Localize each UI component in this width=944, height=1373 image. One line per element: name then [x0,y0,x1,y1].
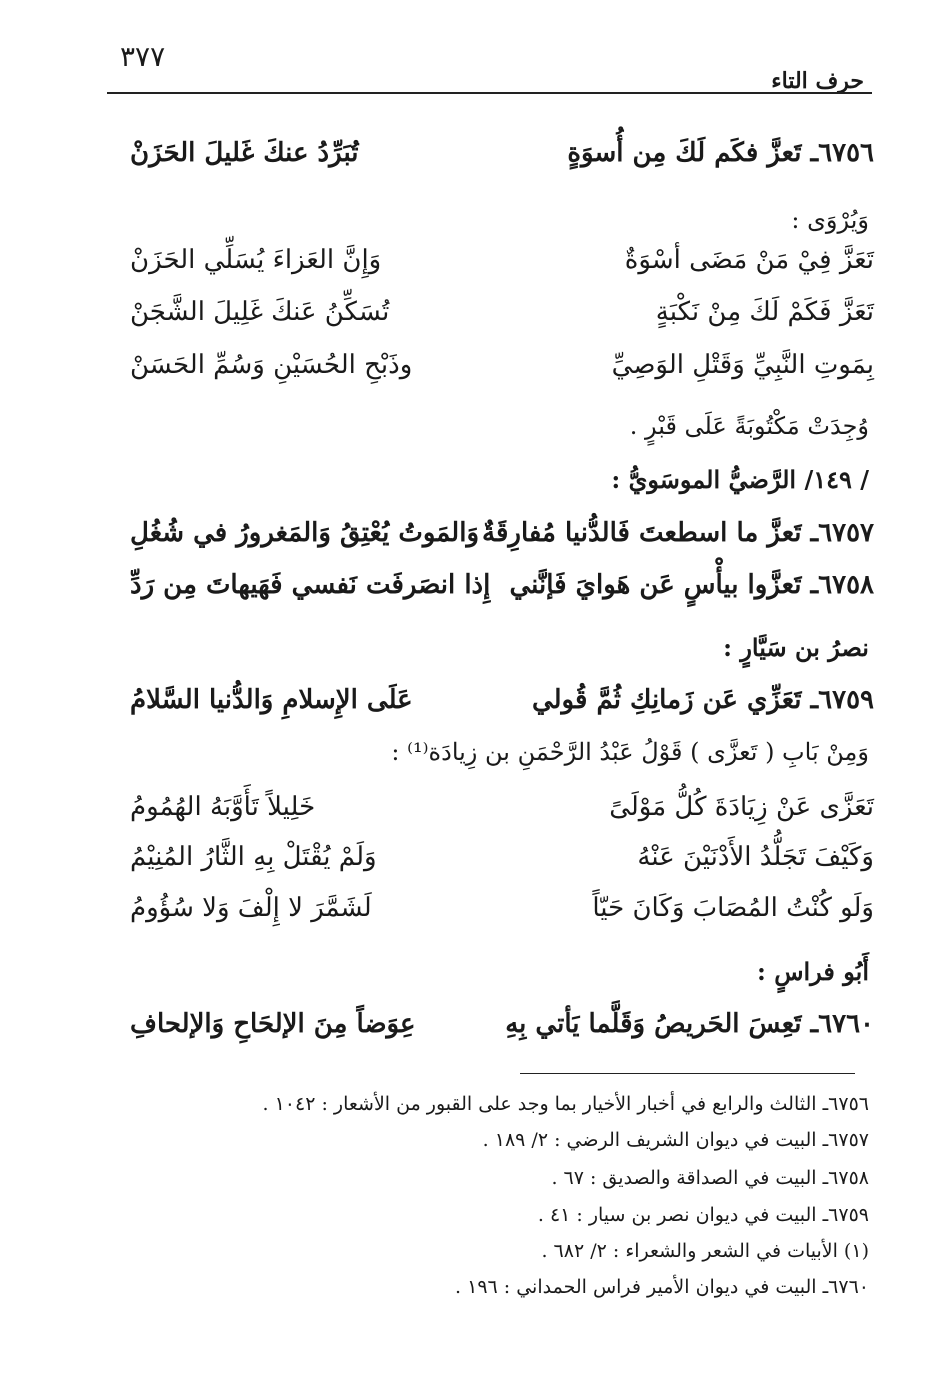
verse-6760-first-hemistich: ٦٧٦٠ـ تَعِسَ الحَريصُ وَقَلَّما يَأتي بِهِ [505,1009,874,1039]
verse-6760 [130,1009,874,1053]
ziyada-verse-3-second-hemistich: لَشَمَّرَ لا إِلْفَ وَلا سُؤُومُ [130,893,372,923]
ziyada-verse-1-first-hemistich: تَعَزَّى عَنْ زِيَادَةَ كُلُّ مَوْلَىً [609,792,874,822]
variant-verse-2 [130,297,874,341]
footnote-1: (١) الأبيات في الشعر والشعراء : ٢/ ٦٨٢ . [541,1240,869,1262]
verse-6756-second-hemistich: تُبَرِّدُ عنكَ غَليلَ الحَزَنْ [130,138,359,168]
ziyada-verse-2-first-hemistich: وَكَيْفَ تَجَلُّدُ الأَدْنَيْنَ عَنْهُ [637,842,874,872]
footnote-6758: ٦٧٥٨ـ البيت في الصداقة والصديق : ٦٧ . [551,1167,869,1189]
variant-verse-3 [130,350,874,394]
verse-6758-first-hemistich: ٦٧٥٨ـ تَعزَّوا بيأْسٍ عَن هَوايَ فَإنَّني [509,570,874,600]
footnote-6760: ٦٧٦٠ـ البيت في ديوان الأمير فراس الحمداني : ١٩٦ . [455,1276,869,1298]
verse-6757-second-hemistich: وَالمَوتُ يُعْتِقُ وَالمَغرورُ في شُغُلِ [130,518,480,548]
verse-6759 [130,685,874,729]
ziyada-verse-1 [130,792,874,836]
header-rule [107,92,872,94]
verse-6756 [130,138,874,182]
ziyada-verse-2-second-hemistich: وَلَمْ يُقْتَلْ بِهِ الثَّارُ المُنِيْمُ [130,842,377,872]
ziyada-verse-3-first-hemistich: وَلَو كُنْتُ المُصَابَ وَكَانَ حَيّاً [592,893,874,923]
variant-verse-3-second-hemistich: وذَبْحِ الحُسَيْنِ وَسُمِّ الحَسَنْ [130,350,413,380]
verse-6758 [130,570,874,614]
verse-6757 [130,518,874,562]
footnote-6757: ٦٧٥٧ـ البيت في ديوان الشريف الرضي : ٢/ ١٨٩ . [482,1129,869,1151]
poet-heading-abu-firas: أَبُو فراسٍ : [757,957,869,986]
verse-6757-first-hemistich: ٦٧٥٧ـ تَعزَّ ما اسطعتَ فَالدُّنيا مُفارِقَةٌ [482,518,874,548]
variant-verse-3-first-hemistich: بِمَوتِ النَّبِيِّ وَقَتْلِ الوَصِيِّ [611,350,874,380]
variant-verse-2-first-hemistich: تَعَزَّ فَكَمْ لَكَ مِنْ نَكْبَةٍ [655,297,874,327]
variant-intro: وَيُرْوَى : [791,206,869,234]
variant-verse-2-second-hemistich: تُسَكِّنُ عَنكَ غَلِيلَ الشَّجَنْ [130,297,390,327]
page-number: ٣٧٧ [120,40,166,73]
verse-6756-first-hemistich: ٦٧٥٦ـ تَعزَّ فكَم لَكَ مِن أُسوَةٍ [567,138,874,168]
section-intro-tazza: وَمِنْ بَابِ ( تَعزَّى ) قَوْلُ عَبْدُ الرَّحْمَنِ بن زِيادَة⁽¹⁾ : [391,738,869,766]
verse-6759-second-hemistich: عَلَى الإِسلامِ وَالدُّنيا السَّلامُ [130,685,413,715]
ziyada-verse-1-second-hemistich: خَلِيلاً تَأَوَّبَهُ الهُمُومُ [130,792,316,822]
verse-6758-second-hemistich: إِذا انصَرفَت نَفسي فَهَيهاتَ مِن رَدِّ [130,570,491,600]
poet-heading-nasr: نصرُ بن سَيَّارٍ : [723,633,869,662]
footnote-6756: ٦٧٥٦ـ الثالث والرابع في أخبار الأخيار بما وجد على القبور من الأشعار : ١٠٤٢ . [262,1093,869,1115]
running-header: حرف التاء [771,68,864,94]
variant-verse-1-first-hemistich: تَعَزَّ فِيْ مَنْ مَضَى أسْوَةٌ [624,245,874,275]
poet-heading-radi: / ١٤٩/ الرَّضيُّ الموسَويُّ : [611,465,869,494]
variant-verse-1-second-hemistich: وَإِنَّ العَزاءَ يُسَلِّي الحَزَنْ [130,245,382,275]
variant-verse-1 [130,245,874,289]
verse-6760-second-hemistich: عِوَضاً مِنَ الإلحَاحِ وَالإلحافِ [130,1009,416,1039]
footnote-6759: ٦٧٥٩ـ البيت في ديوان نصر بن سيار : ٤١ . [537,1204,869,1226]
ziyada-verse-3 [130,893,874,937]
ziyada-verse-2 [130,842,874,886]
verse-6759-first-hemistich: ٦٧٥٩ـ تَعَزِّي عَن زَمانِكِ ثُمَّ قُولي [531,685,874,715]
footnote-rule [520,1073,855,1074]
inscription-note: وُجِدَتْ مَكْتُوبَةً عَلَى قَبْرٍ . [629,412,869,440]
